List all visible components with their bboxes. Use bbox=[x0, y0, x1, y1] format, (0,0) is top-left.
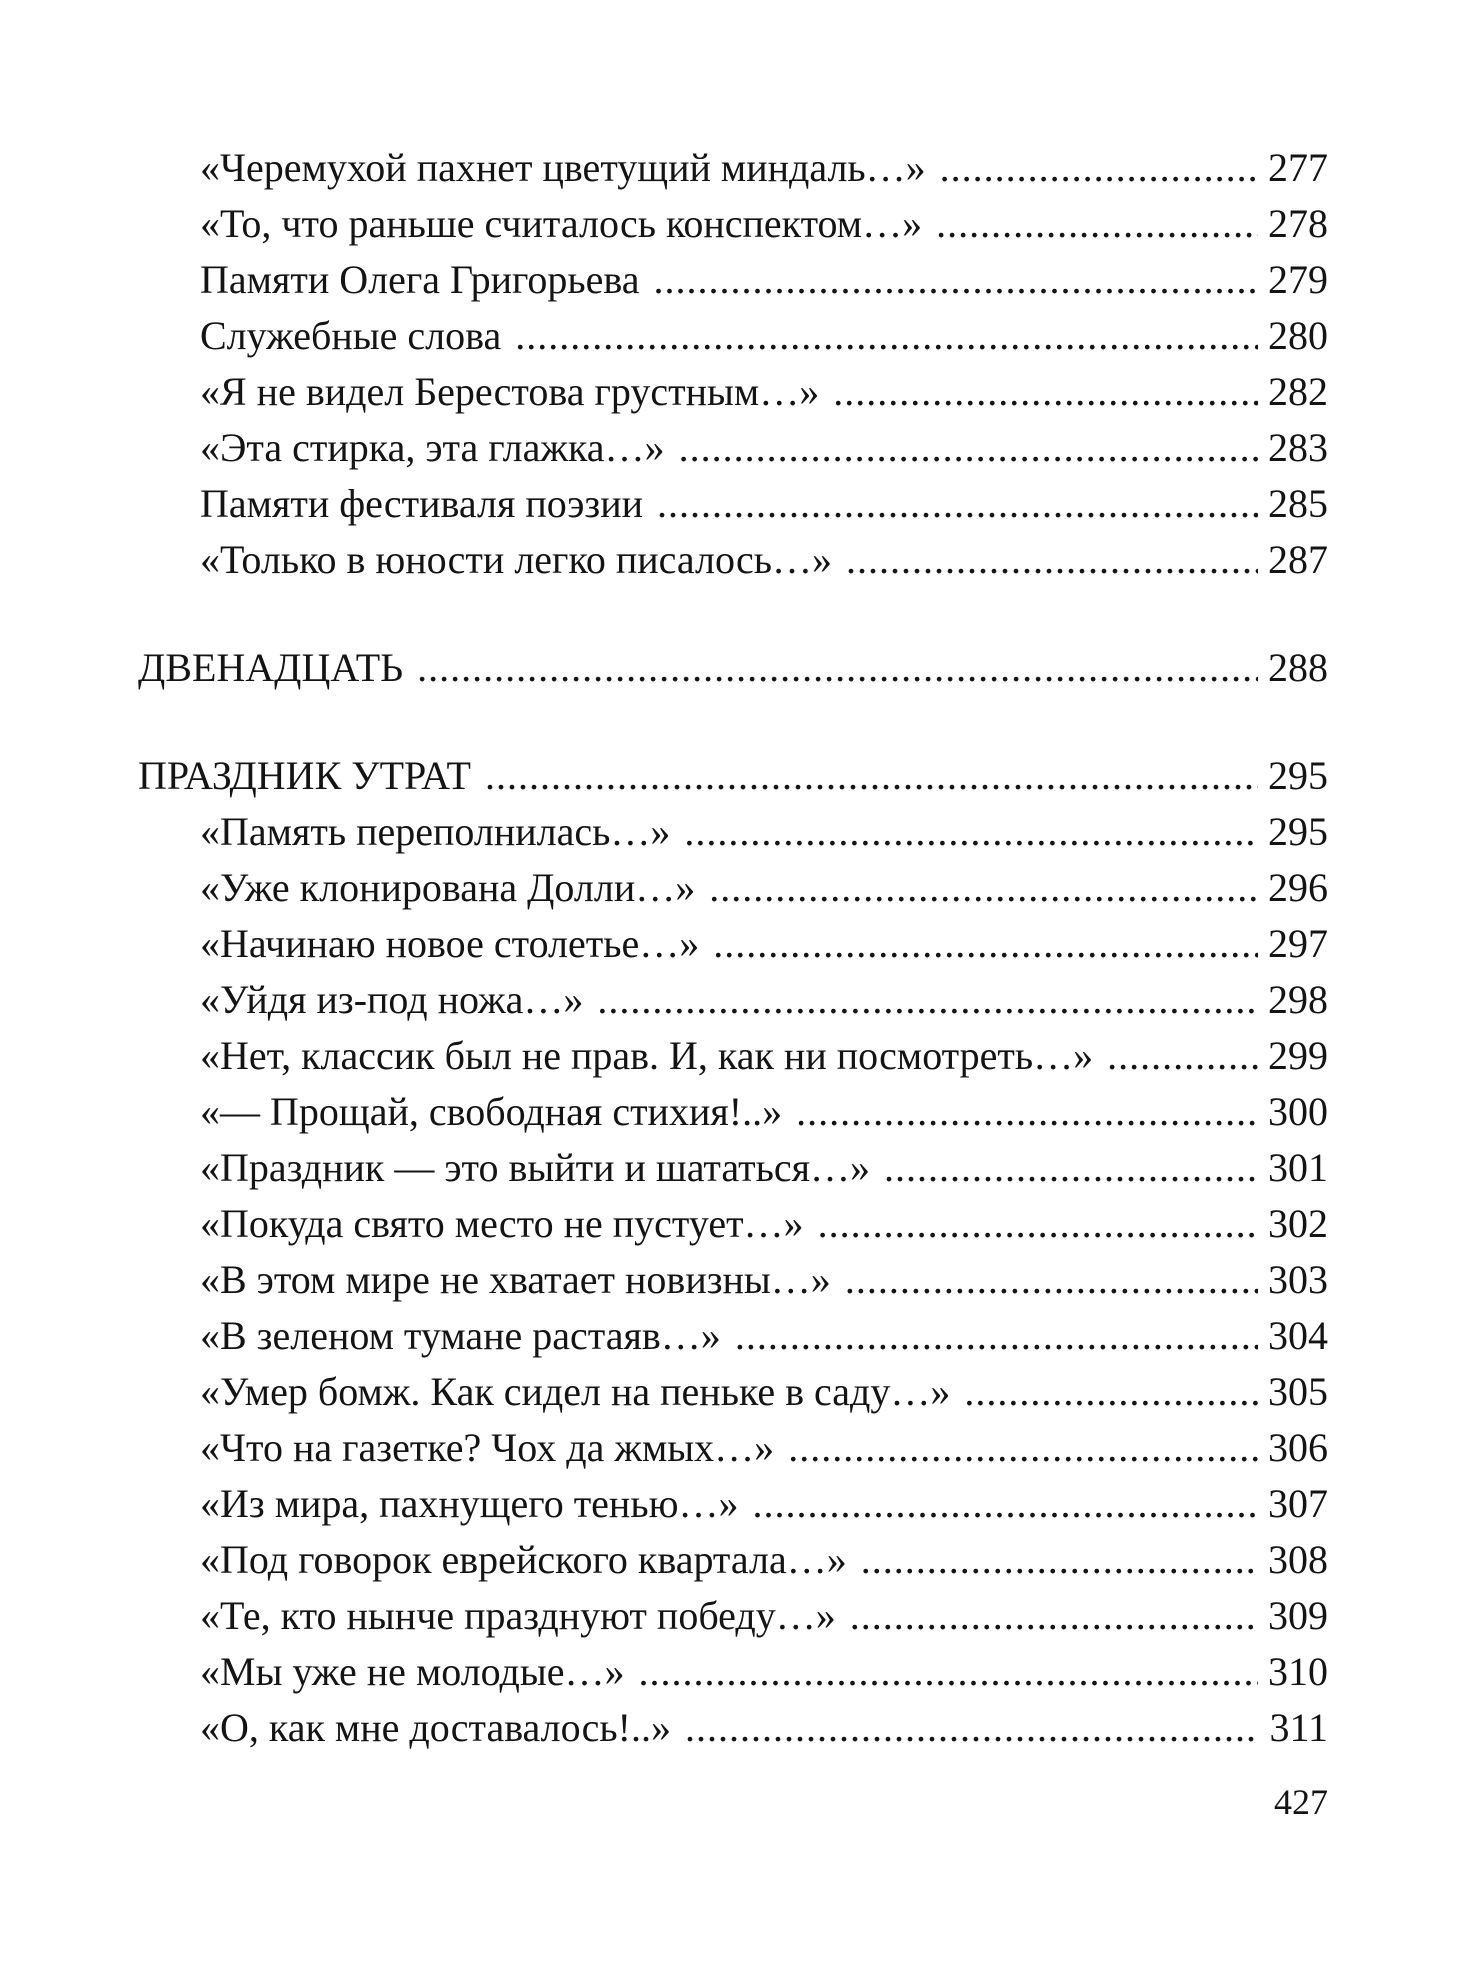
toc-entry-title: «Под говорок еврейского квартала…» bbox=[200, 1537, 847, 1582]
dot-leader bbox=[940, 140, 1258, 196]
toc-entry bbox=[138, 196, 1328, 252]
toc-section-page: 295 bbox=[1268, 753, 1328, 798]
toc-entry bbox=[138, 860, 1328, 916]
dot-leader bbox=[684, 804, 1258, 860]
dot-leader bbox=[861, 1532, 1258, 1588]
toc-entry-title: «Только в юности легко писалось…» bbox=[200, 537, 832, 582]
toc-entry bbox=[138, 1588, 1328, 1644]
toc-entry-page: 298 bbox=[1268, 977, 1328, 1022]
toc-entry-title: «Нет, классик был не прав. И, как ни посмотреть…» bbox=[200, 1033, 1094, 1078]
toc-entry-page: 279 bbox=[1268, 257, 1328, 302]
toc-entry bbox=[138, 804, 1328, 860]
toc-entry-title: «— Прощай, свободная стихия!..» bbox=[200, 1089, 783, 1134]
dot-leader bbox=[796, 1084, 1258, 1140]
toc-entry-page: 287 bbox=[1268, 537, 1328, 582]
toc-entry bbox=[138, 916, 1328, 972]
dot-leader bbox=[713, 916, 1258, 972]
dot-leader bbox=[515, 308, 1258, 364]
toc-entry-title: «Умер бомж. Как сидел на пеньке в саду…» bbox=[200, 1369, 951, 1414]
dot-leader bbox=[845, 1252, 1258, 1308]
toc-entry-page: 309 bbox=[1268, 1593, 1328, 1638]
toc-entry-title: «Эта стирка, эта глажка…» bbox=[200, 425, 665, 470]
toc-entry-page: 278 bbox=[1268, 201, 1328, 246]
toc-entry-title: «Черемухой пахнет цветущий миндаль…» bbox=[200, 145, 926, 190]
dot-leader bbox=[752, 1476, 1258, 1532]
dot-leader bbox=[788, 1420, 1258, 1476]
toc-entry-title: «В этом мире не хватает новизны…» bbox=[200, 1257, 831, 1302]
dot-leader bbox=[884, 1140, 1258, 1196]
toc-entry-page: 295 bbox=[1268, 809, 1328, 854]
toc-entry bbox=[138, 1196, 1328, 1252]
toc-entry-title: «Я не видел Берестова грустным…» bbox=[200, 369, 820, 414]
toc-entry bbox=[138, 1700, 1328, 1756]
dot-leader bbox=[654, 252, 1258, 308]
toc-entry-page: 297 bbox=[1268, 921, 1328, 966]
toc-entry-page: 305 bbox=[1268, 1369, 1328, 1414]
toc-entry-title: Памяти фестиваля поэзии bbox=[200, 481, 644, 526]
toc-entry-title: «Из мира, пахнущего тенью…» bbox=[200, 1481, 739, 1526]
toc-section-heading bbox=[138, 640, 1328, 696]
toc-entry-title: «Те, кто нынче празднуют победу…» bbox=[200, 1593, 836, 1638]
toc-entry-page: 282 bbox=[1268, 369, 1328, 414]
toc-entry-title: Памяти Олега Григорьева bbox=[200, 257, 640, 302]
toc-entry bbox=[138, 1364, 1328, 1420]
toc-entry bbox=[138, 1084, 1328, 1140]
toc-entry-title: «Начинаю новое столетье…» bbox=[200, 921, 700, 966]
dot-leader bbox=[846, 532, 1258, 588]
dot-leader bbox=[709, 860, 1258, 916]
toc-entry bbox=[138, 420, 1328, 476]
toc-entry-page: 308 bbox=[1268, 1537, 1328, 1582]
toc-entry-title: «О, как мне доставалось!..» bbox=[200, 1705, 671, 1750]
toc-entry bbox=[138, 532, 1328, 588]
dot-leader bbox=[1107, 1028, 1258, 1084]
toc-entry-page: 306 bbox=[1268, 1425, 1328, 1470]
toc-entry bbox=[138, 1028, 1328, 1084]
dot-leader bbox=[936, 196, 1258, 252]
toc-entry bbox=[138, 364, 1328, 420]
toc-entry-page: 307 bbox=[1268, 1481, 1328, 1526]
dot-leader bbox=[485, 748, 1258, 804]
toc-entry-title: «Праздник — это выйти и шататься…» bbox=[200, 1145, 870, 1190]
toc-entry bbox=[138, 1140, 1328, 1196]
toc-entry bbox=[138, 1252, 1328, 1308]
toc-entry bbox=[138, 140, 1328, 196]
toc-entry-page: 302 bbox=[1268, 1201, 1328, 1246]
dot-leader bbox=[657, 476, 1258, 532]
toc-entry bbox=[138, 476, 1328, 532]
toc-entry-page: 311 bbox=[1269, 1705, 1328, 1750]
toc-entry bbox=[138, 1308, 1328, 1364]
dot-leader bbox=[597, 972, 1258, 1028]
page-number: 427 bbox=[1274, 1782, 1328, 1822]
toc-section-page: 288 bbox=[1268, 645, 1328, 690]
toc-entry-page: 303 bbox=[1268, 1257, 1328, 1302]
toc-entry-title: «Мы уже не молодые…» bbox=[200, 1649, 625, 1694]
toc-entry-page: 277 bbox=[1268, 145, 1328, 190]
toc-entry-page: 280 bbox=[1268, 313, 1328, 358]
toc-entry-title: «То, что раньше считалось конспектом…» bbox=[200, 201, 923, 246]
toc-entry bbox=[138, 1532, 1328, 1588]
toc-entry bbox=[138, 252, 1328, 308]
dot-leader bbox=[850, 1588, 1258, 1644]
dot-leader bbox=[685, 1700, 1260, 1756]
dot-leader bbox=[818, 1196, 1258, 1252]
dot-leader bbox=[679, 420, 1258, 476]
toc-entry-title: «Что на газетке? Чох да жмых…» bbox=[200, 1425, 775, 1470]
toc-entry bbox=[138, 972, 1328, 1028]
toc-entry-page: 300 bbox=[1268, 1089, 1328, 1134]
toc-entry bbox=[138, 1476, 1328, 1532]
dot-leader bbox=[639, 1644, 1258, 1700]
toc-entry bbox=[138, 1420, 1328, 1476]
toc-section-heading bbox=[138, 748, 1328, 804]
toc-entry-page: 299 bbox=[1268, 1033, 1328, 1078]
toc-entry-title: «Память переполнилась…» bbox=[200, 809, 671, 854]
table-of-contents bbox=[138, 140, 1328, 1756]
toc-entry bbox=[138, 308, 1328, 364]
dot-leader bbox=[735, 1308, 1258, 1364]
toc-entry-title: «В зеленом тумане растаяв…» bbox=[200, 1313, 721, 1358]
toc-entry-title: «Уйдя из-под ножа…» bbox=[200, 977, 584, 1022]
toc-entry-page: 283 bbox=[1268, 425, 1328, 470]
toc-section-title: ПРАЗДНИК УТРАТ bbox=[138, 753, 471, 798]
toc-entry-page: 301 bbox=[1268, 1145, 1328, 1190]
toc-entry bbox=[138, 1644, 1328, 1700]
toc-entry-page: 304 bbox=[1268, 1313, 1328, 1358]
toc-section-title: ДВЕНАДЦАТЬ bbox=[138, 645, 404, 690]
toc-entry-title: «Покуда свято место не пустует…» bbox=[200, 1201, 804, 1246]
toc-entry-title: Служебные слова bbox=[200, 313, 502, 358]
toc-entry-page: 285 bbox=[1268, 481, 1328, 526]
toc-entry-title: «Уже клонирована Долли…» bbox=[200, 865, 696, 910]
dot-leader bbox=[964, 1364, 1258, 1420]
dot-leader bbox=[417, 640, 1258, 696]
toc-entry-page: 310 bbox=[1268, 1649, 1328, 1694]
toc-entry-page: 296 bbox=[1268, 865, 1328, 910]
dot-leader bbox=[833, 364, 1258, 420]
